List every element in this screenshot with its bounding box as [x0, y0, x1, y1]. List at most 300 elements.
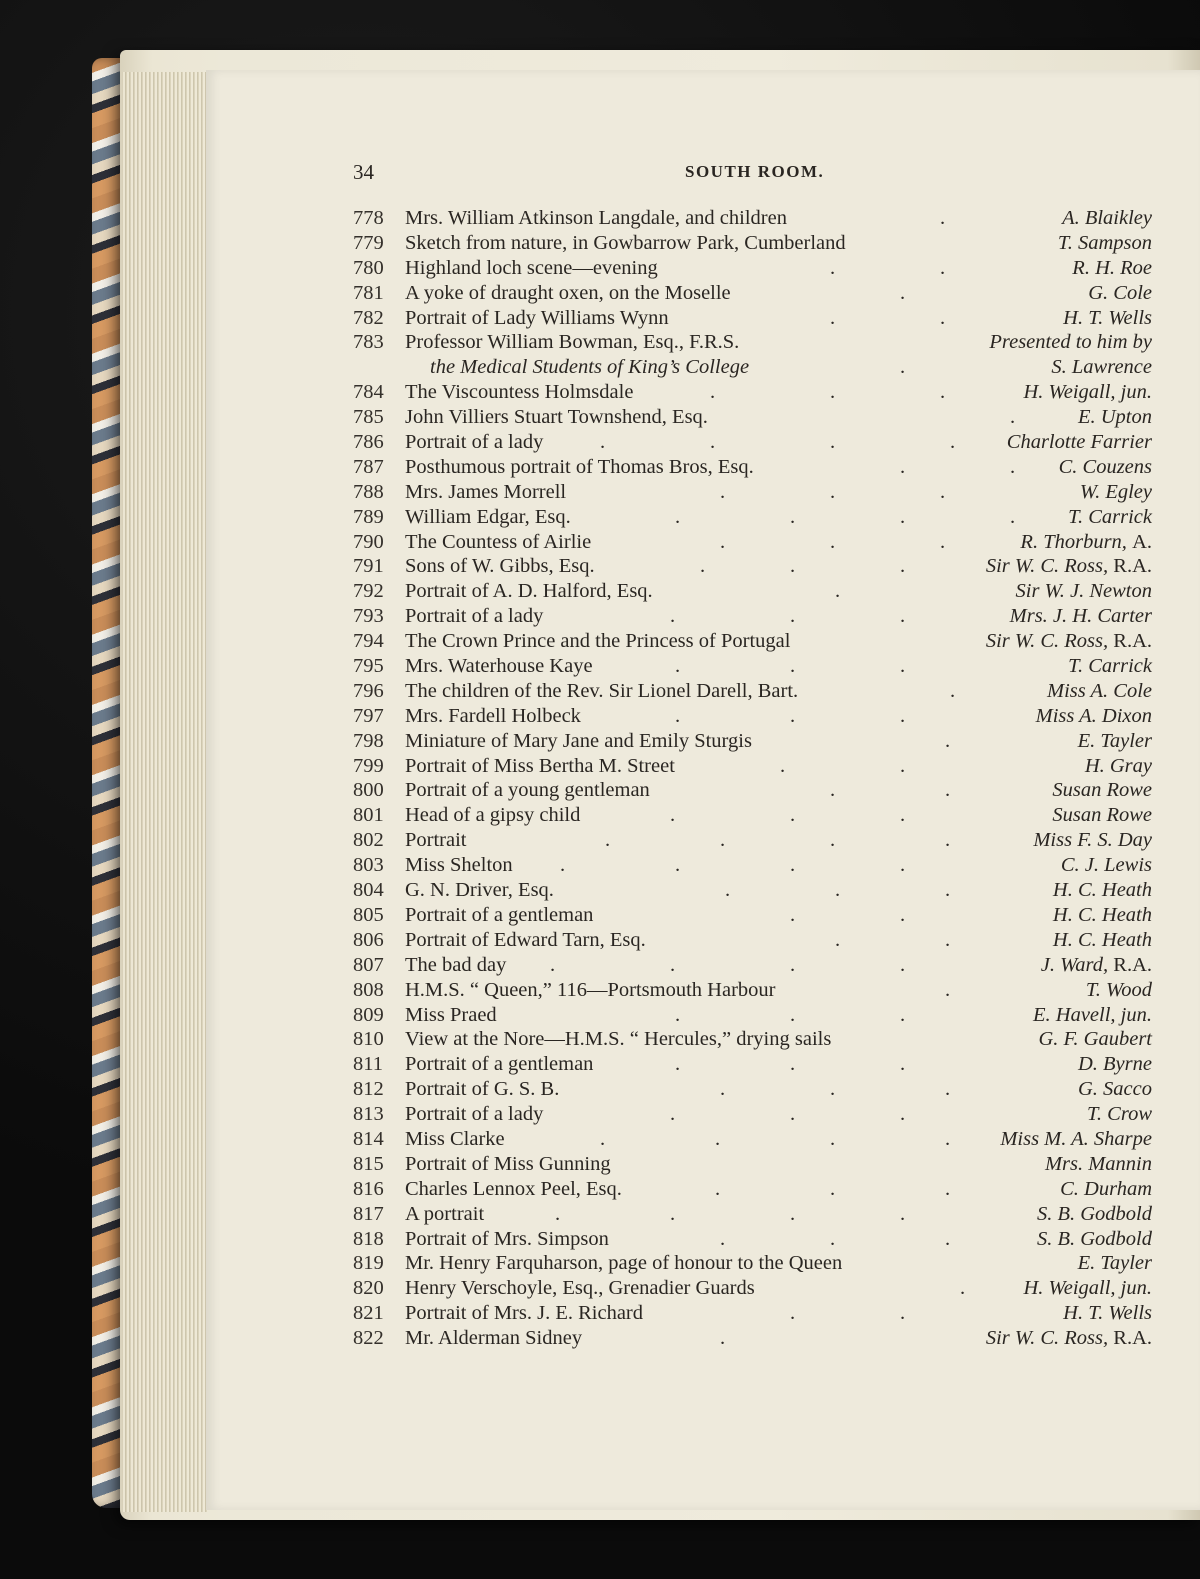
artist-name: H. T. Wells [1063, 1302, 1152, 1325]
dot-leader: . [710, 431, 716, 454]
artist-name: E. Tayler [1077, 729, 1152, 752]
entry-title: Portrait of A. D. Halford, Esq. [405, 580, 653, 603]
artist-name: Miss M. A. Sharpe [1000, 1127, 1152, 1150]
dot-leader: . [950, 679, 956, 702]
catalogue-entry [350, 431, 1152, 456]
entry-title: Mrs. Fardell Holbeck [405, 704, 581, 727]
dot-leader: . [830, 829, 836, 852]
dot-leader: . [835, 879, 841, 902]
artist-name: R. H. Roe [1072, 256, 1152, 279]
dot-leader: . [720, 530, 726, 553]
entry-artist [1059, 456, 1152, 479]
dot-leader: . [670, 1103, 676, 1126]
dot-leader: . [675, 655, 681, 678]
catalogue-entry [350, 929, 1152, 954]
artist-name: Susan Rowe [1052, 804, 1152, 827]
entry-number: 801 [353, 804, 384, 827]
artist-name: R. Thorburn, [1020, 530, 1127, 553]
dot-leader: . [1010, 455, 1016, 478]
dot-leader: . [900, 1053, 906, 1076]
entry-number: 808 [353, 978, 384, 1001]
entry-artist [1068, 655, 1152, 678]
entry-artist [1038, 1028, 1152, 1051]
catalogue-entry [350, 705, 1152, 730]
catalogue-entry [350, 1252, 1152, 1277]
entry-title: Miss Clarke [405, 1127, 505, 1150]
artist-name: H. Weigall, jun. [1023, 381, 1152, 404]
catalogue-entry [350, 904, 1152, 929]
dot-leader: . [830, 431, 836, 454]
dot-leader: . [1010, 406, 1016, 429]
catalogue-entry [350, 1327, 1152, 1352]
entry-number: 795 [353, 655, 384, 678]
entry-number: 788 [353, 480, 384, 503]
artist-name: Sir W. J. Newton [1015, 580, 1152, 603]
artist-name: T. Crow [1087, 1103, 1152, 1126]
entry-artist [1047, 680, 1152, 703]
dot-leader: . [945, 879, 951, 902]
entry-artist [1085, 755, 1152, 778]
catalogue-entry [350, 879, 1152, 904]
entry-number: 809 [353, 1003, 384, 1026]
catalogue-entry [350, 307, 1152, 332]
dot-leader: . [555, 1202, 561, 1225]
entry-number: 802 [353, 829, 384, 852]
dot-leader: . [700, 555, 706, 578]
entry-artist [1037, 1228, 1152, 1251]
entry-artist [1072, 257, 1152, 280]
artist-name: H. C. Heath [1052, 879, 1152, 902]
entry-number: 815 [353, 1152, 384, 1175]
catalogue-entry [350, 506, 1152, 531]
dot-leader: . [830, 381, 836, 404]
catalogue-entry [350, 1153, 1152, 1178]
entry-artist [1045, 1153, 1152, 1176]
academic-suffix: R.A. [1113, 555, 1152, 578]
academic-suffix: R.A. [1113, 953, 1152, 976]
artist-name: Sir W. C. Ross, [985, 555, 1109, 578]
catalogue-entry [350, 282, 1152, 307]
entry-title: Portrait of a gentleman [405, 903, 594, 926]
artist-name: H. C. Heath [1052, 903, 1152, 926]
entry-title: The bad day [405, 953, 507, 976]
entry-artist [1023, 381, 1152, 404]
dot-leader: . [830, 779, 836, 802]
artist-name: C. Couzens [1058, 455, 1152, 478]
entry-artist [1061, 854, 1152, 877]
dot-leader: . [790, 505, 796, 528]
entry-number: 790 [353, 530, 384, 553]
dot-leader: . [790, 1003, 796, 1026]
artist-name: A. Blaikley [1062, 207, 1152, 229]
entry-artist [1053, 904, 1152, 927]
entry-number: 821 [353, 1302, 384, 1325]
dot-leader: . [720, 1078, 726, 1101]
entry-number: 782 [353, 306, 384, 329]
dot-leader: . [945, 1127, 951, 1150]
entry-artist [989, 331, 1152, 354]
entry-number: 804 [353, 879, 384, 902]
artist-name: W. Egley [1079, 480, 1152, 503]
dot-leader: . [900, 953, 906, 976]
catalogue-entry [350, 1203, 1152, 1228]
entry-number: 786 [353, 431, 384, 454]
catalogue-entry [350, 804, 1152, 829]
dot-leader: . [950, 431, 956, 454]
entry-artist [1052, 779, 1152, 802]
dot-leader: . [550, 953, 556, 976]
dot-leader: . [605, 829, 611, 852]
entry-title: Highland loch scene—evening [405, 256, 658, 279]
artist-name: Mrs. J. H. Carter [1009, 605, 1152, 628]
dot-leader: . [945, 978, 951, 1001]
entry-artist [1087, 1103, 1152, 1126]
entry-title: Mrs. Waterhouse Kaye [405, 655, 593, 678]
artist-name: Susan Rowe [1052, 779, 1152, 802]
catalogue-entry [350, 257, 1152, 282]
entry-number: 799 [353, 754, 384, 777]
entry-title: Miss Shelton [405, 854, 513, 877]
artist-name: Miss A. Cole [1047, 679, 1152, 702]
artist-name: G. Cole [1088, 281, 1152, 304]
artist-name: H. Weigall, jun. [1023, 1277, 1152, 1300]
entry-number: 800 [353, 779, 384, 802]
entry-number: 778 [353, 207, 384, 229]
dot-leader: . [945, 1227, 951, 1250]
dot-leader: . [725, 879, 731, 902]
entry-artist [1088, 282, 1152, 305]
dot-leader: . [900, 1003, 906, 1026]
artist-name: G. Sacco [1077, 1078, 1152, 1101]
catalogue-entry [350, 730, 1152, 755]
entry-number: 820 [353, 1277, 384, 1300]
entry-title: Portrait of Lady Williams Wynn [405, 306, 669, 329]
entry-title: Portrait of G. S. B. [405, 1078, 560, 1101]
entry-artist [1053, 929, 1152, 952]
catalogue-entry [350, 854, 1152, 879]
entry-number: 811 [353, 1053, 383, 1076]
artist-name: G. F. Gaubert [1038, 1028, 1152, 1051]
catalogue-entry [350, 232, 1152, 257]
entry-title: Posthumous portrait of Thomas Bros, Esq. [405, 455, 754, 478]
entry-number: 780 [353, 256, 384, 279]
entry-artist [1086, 979, 1152, 1002]
entry-number: 822 [353, 1327, 384, 1350]
entry-title: Portrait of Mrs. Simpson [405, 1227, 609, 1250]
entry-artist [986, 630, 1152, 653]
academic-suffix: R.A. [1113, 1327, 1152, 1350]
dot-leader: . [900, 1302, 906, 1325]
entry-artist [1041, 954, 1152, 977]
running-title: SOUTH ROOM. [685, 162, 825, 181]
artist-name: D. Byrne [1077, 1053, 1152, 1076]
entry-artist [1078, 730, 1152, 753]
entry-artist [1000, 1128, 1152, 1151]
entry-artist [1016, 580, 1152, 603]
entry-artist [1078, 1053, 1152, 1076]
entry-artist [1007, 431, 1152, 454]
entry-number: 793 [353, 605, 384, 628]
catalogue-entry [350, 680, 1152, 705]
entry-number: 784 [353, 381, 384, 404]
artist-name: H. C. Heath [1052, 928, 1152, 951]
entry-number: 789 [353, 505, 384, 528]
dot-leader: . [670, 1202, 676, 1225]
entry-artist [1063, 1302, 1152, 1325]
catalogue-entry [350, 1028, 1152, 1053]
catalogue-entry [350, 481, 1152, 506]
artist-name: C. J. Lewis [1060, 854, 1152, 877]
entry-title: Mrs. James Morrell [405, 480, 567, 503]
academic-suffix: R.A. [1113, 630, 1152, 653]
catalogue-entry-continuation [350, 356, 1152, 381]
entry-number: 791 [353, 555, 384, 578]
entry-artist [1033, 1004, 1152, 1027]
entry-number: 806 [353, 928, 384, 951]
entry-title: Head of a gipsy child [405, 804, 581, 827]
entry-artist [1078, 1078, 1152, 1101]
entry-artist [1058, 232, 1152, 255]
dot-leader: . [940, 306, 946, 329]
entry-title: The Viscountess Holmsdale [405, 381, 634, 404]
entry-number: 785 [353, 406, 384, 429]
entry-artist [1020, 531, 1152, 554]
artist-name: T. Carrick [1068, 655, 1152, 678]
catalogue-entry [350, 1228, 1152, 1253]
dot-leader: . [830, 1078, 836, 1101]
entry-number: 796 [353, 679, 384, 702]
artist-name: S. B. Godbold [1036, 1227, 1152, 1250]
entry-number: 812 [353, 1078, 384, 1101]
dot-leader: . [720, 480, 726, 503]
entry-artist [1052, 804, 1152, 827]
dot-leader: . [900, 555, 906, 578]
catalogue-entry [350, 954, 1152, 979]
dot-leader: . [900, 505, 906, 528]
dot-leader: . [670, 804, 676, 827]
catalogue-entry [350, 331, 1152, 356]
entry-artist [1036, 705, 1152, 728]
entry-number: 781 [353, 281, 384, 304]
artist-name: Miss A. Dixon [1035, 704, 1152, 727]
entry-title: The Crown Prince and the Princess of Portugal [405, 630, 791, 653]
entry-title: G. N. Driver, Esq. [405, 879, 554, 902]
entry-title: H.M.S. “ Queen,” 116—Portsmouth Harbour [405, 978, 776, 1001]
artist-name: E. Upton [1077, 406, 1152, 429]
dot-leader: . [830, 1227, 836, 1250]
entry-title: Portrait of a lady [405, 1103, 544, 1126]
entry-title: Sketch from nature, in Gowbarrow Park, Cumberland [405, 231, 846, 254]
dot-leader: . [960, 1277, 966, 1300]
dot-leader: . [900, 356, 906, 379]
dot-leader: . [780, 754, 786, 777]
dot-leader: . [940, 381, 946, 404]
artist-name: H. T. Wells [1063, 306, 1152, 329]
entry-artist [1063, 307, 1152, 330]
catalogue-entry [350, 779, 1152, 804]
entry-title: Mr. Henry Farquharson, page of honour to the Queen [405, 1252, 843, 1275]
entry-number: 818 [353, 1227, 384, 1250]
catalogue-entry [350, 1178, 1152, 1203]
entry-artist [1033, 829, 1152, 852]
catalogue-entry [350, 207, 1152, 232]
dot-leader: . [900, 455, 906, 478]
entry-title: A portrait [405, 1202, 485, 1225]
catalogue-entry [350, 655, 1152, 680]
dot-leader: . [945, 829, 951, 852]
entry-title: View at the Nore—H.M.S. “ Hercules,” drying sails [405, 1028, 832, 1051]
presentation-note: Presented to him by [989, 331, 1152, 354]
entry-title: A yoke of draught oxen, on the Moselle [405, 281, 731, 304]
entry-title: Professor William Bowman, Esq., F.R.S. [405, 331, 740, 354]
entry-number: 814 [353, 1127, 384, 1150]
catalogue-entry [350, 406, 1152, 431]
dot-leader: . [900, 754, 906, 777]
entry-artist [1078, 406, 1152, 429]
dot-leader: . [900, 281, 906, 304]
dot-leader: . [675, 704, 681, 727]
dot-leader: . [790, 903, 796, 926]
catalogue-entry [350, 1302, 1152, 1327]
entry-artist [1068, 506, 1152, 529]
entry-title: Portrait of a lady [405, 605, 544, 628]
dot-leader: . [940, 530, 946, 553]
dot-leader: . [900, 804, 906, 827]
artist-name: Sir W. C. Ross, [985, 630, 1109, 653]
dot-leader: . [790, 804, 796, 827]
entry-artist [1080, 481, 1152, 504]
entry-artist [1053, 879, 1152, 902]
dot-leader: . [600, 431, 606, 454]
dot-leader: . [1010, 505, 1016, 528]
entry-number: 794 [353, 630, 384, 653]
dot-leader: . [830, 256, 836, 279]
entry-title: Charles Lennox Peel, Esq. [405, 1177, 622, 1200]
entry-artist [1010, 605, 1152, 628]
artist-name: T. Carrick [1068, 505, 1152, 528]
dot-leader: . [940, 207, 946, 229]
entry-title: Portrait of a gentleman [405, 1053, 594, 1076]
entry-artist [986, 555, 1152, 578]
entry-artist: S. Lawrence [1051, 356, 1152, 379]
entry-number: 810 [353, 1028, 384, 1051]
dot-leader: . [715, 1127, 721, 1150]
entry-title: Sons of W. Gibbs, Esq. [405, 555, 595, 578]
dot-leader: . [675, 1003, 681, 1026]
artist-name: E. Havell, jun. [1033, 1003, 1152, 1026]
entry-title: Portrait of Mrs. J. E. Richard [405, 1302, 643, 1325]
catalogue-entry [350, 456, 1152, 481]
catalogue-entry [350, 531, 1152, 556]
catalogue-entry [350, 630, 1152, 655]
entry-artist [1037, 1203, 1152, 1226]
entry-number: 792 [353, 580, 384, 603]
entry-number: 817 [353, 1202, 384, 1225]
entry-number: 807 [353, 953, 384, 976]
dot-leader: . [900, 903, 906, 926]
dot-leader: . [790, 953, 796, 976]
dot-leader: . [790, 1202, 796, 1225]
dot-leader: . [720, 1227, 726, 1250]
entry-continuation: the Medical Students of King’s College [430, 356, 750, 379]
entry-title: Mrs. William Atkinson Langdale, and children [405, 207, 787, 229]
dot-leader: . [790, 605, 796, 628]
dot-leader: . [945, 928, 951, 951]
dot-leader: . [790, 1103, 796, 1126]
entry-number: 816 [353, 1177, 384, 1200]
dot-leader: . [900, 1103, 906, 1126]
entry-title: The Countess of Airlie [405, 530, 592, 553]
entry-title: William Edgar, Esq. [405, 505, 571, 528]
catalogue-entry [350, 1277, 1152, 1302]
dot-leader: . [790, 854, 796, 877]
catalogue-entry [350, 979, 1152, 1004]
artist-name: T. Sampson [1057, 231, 1152, 254]
dot-leader: . [715, 1177, 721, 1200]
entry-artist [986, 1327, 1152, 1350]
entry-title: The children of the Rev. Sir Lionel Darell, Bart. [405, 679, 799, 702]
catalogue-entry [350, 1004, 1152, 1029]
catalogue-entry [350, 829, 1152, 854]
entry-artist [1062, 207, 1152, 230]
dot-leader: . [790, 704, 796, 727]
entry-title: Portrait of Miss Bertha M. Street [405, 754, 675, 777]
entry-number: 803 [353, 854, 384, 877]
dot-leader: . [830, 530, 836, 553]
dot-leader: . [560, 854, 566, 877]
entry-artist [1078, 1252, 1152, 1275]
entry-title: Portrait of a lady [405, 431, 544, 454]
entry-number: 813 [353, 1103, 384, 1126]
entry-title: John Villiers Stuart Townshend, Esq. [405, 406, 708, 429]
page-header [350, 160, 1150, 184]
dot-leader: . [940, 480, 946, 503]
artist-name: Charlotte Farrier [1006, 431, 1152, 454]
dot-leader: . [940, 256, 946, 279]
entry-artist [1060, 1178, 1152, 1201]
dot-leader: . [900, 655, 906, 678]
dot-leader: . [830, 306, 836, 329]
dot-leader: . [900, 1202, 906, 1225]
artist-name: Sir W. C. Ross, [985, 1327, 1109, 1350]
artist-name: Miss F. S. Day [1033, 829, 1152, 852]
dot-leader: . [900, 704, 906, 727]
entry-title: Miss Praed [405, 1003, 497, 1026]
artist-name: S. B. Godbold [1036, 1202, 1152, 1225]
dot-leader: . [790, 1053, 796, 1076]
catalogue-entry [350, 1128, 1152, 1153]
academic-suffix: A. [1132, 530, 1152, 553]
dot-leader: . [945, 1078, 951, 1101]
artist-name: Mrs. Mannin [1044, 1152, 1152, 1175]
dot-leader: . [790, 555, 796, 578]
entry-number: 819 [353, 1252, 384, 1275]
entry-title: Portrait of Edward Tarn, Esq. [405, 928, 646, 951]
artist-name: C. Durham [1060, 1177, 1152, 1200]
dot-leader: . [830, 1127, 836, 1150]
catalogue-entry [350, 1078, 1152, 1103]
catalogue-entry [350, 1103, 1152, 1128]
dot-leader: . [830, 480, 836, 503]
artist-name: J. Ward, [1040, 953, 1109, 976]
dot-leader: . [835, 928, 841, 951]
catalogue-entry [350, 555, 1152, 580]
entry-title: Miniature of Mary Jane and Emily Sturgis [405, 729, 752, 752]
entry-title: Portrait [405, 829, 467, 852]
catalogue-list [350, 207, 1152, 1352]
entry-title: Henry Verschoyle, Esq., Grenadier Guards [405, 1277, 755, 1300]
dot-leader: . [945, 729, 951, 752]
